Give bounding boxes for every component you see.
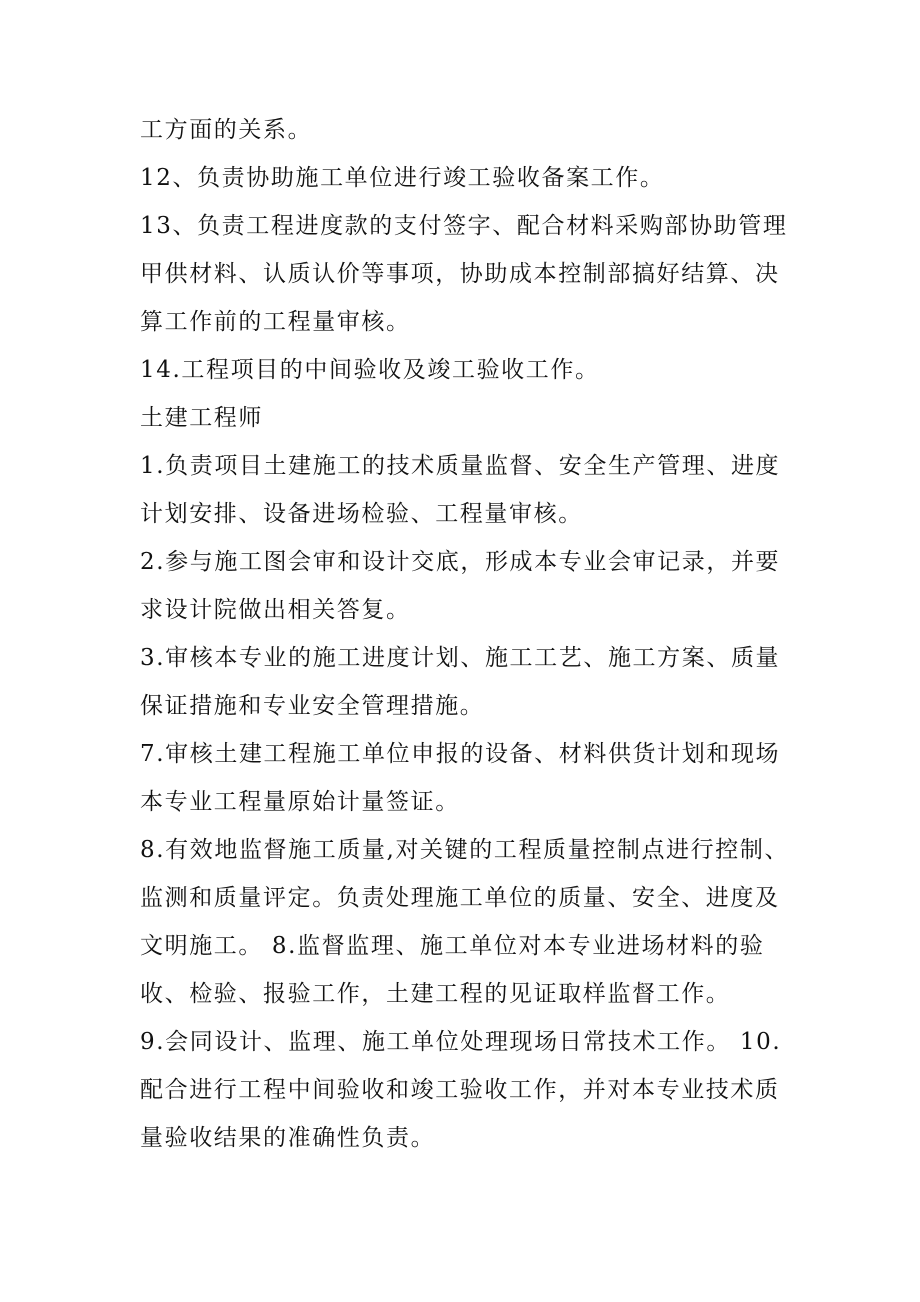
text-line: 保证措施和专业安全管理措施。 xyxy=(140,693,485,719)
text-line: 配合进行工程中间验收和竣工验收工作，并对本专业技术质 xyxy=(140,1077,780,1103)
text-line: 9.会同设计、监理、施工单位处理现场日常技术工作。 10. xyxy=(140,1029,782,1055)
text-line: 2.参与施工图会审和设计交底，形成本专业会审记录，并要 xyxy=(140,549,781,575)
text-line: 3.审核本专业的施工进度计划、施工工艺、施工方案、质量 xyxy=(140,645,781,671)
text-line: 本专业工程量原始计量签证。 xyxy=(140,789,460,815)
text-line: 量验收结果的准确性负责。 xyxy=(140,1125,436,1151)
section-heading: 土建工程师 xyxy=(140,405,263,431)
text-line: 甲供材料、认质认价等事项，协助成本控制部搞好结算、决 xyxy=(140,261,780,287)
text-line: 算工作前的工程量审核。 xyxy=(140,309,411,335)
document-body xyxy=(140,106,790,1162)
text-line: 7.审核土建工程施工单位申报的设备、材料供货计划和现场 xyxy=(140,741,781,767)
text-line: 1.负责项目土建施工的技术质量监督、安全生产管理、进度 xyxy=(140,453,781,479)
text-line: 收、检验、报验工作，土建工程的见证取样监督工作。 xyxy=(140,981,731,1007)
text-line: 12、负责协助施工单位进行竣工验收备案工作。 xyxy=(140,165,665,191)
text-line: 8.有效地监督施工质量,对关键的工程质量控制点进行控制、 xyxy=(140,837,790,863)
text-line: 监测和质量评定。负责处理施工单位的质量、安全、进度及 xyxy=(140,885,780,911)
text-line: 求设计院做出相关答复。 xyxy=(140,597,411,623)
text-line: 13、负责工程进度款的支付签字、配合材料采购部协助管理 xyxy=(140,213,788,239)
text-line: 计划安排、设备进场检验、工程量审核。 xyxy=(140,501,583,527)
text-line: 文明施工。 8.监督监理、施工单位对本专业进场材料的验 xyxy=(140,933,765,959)
text-line: 14.工程项目的中间验收及竣工验收工作。 xyxy=(140,357,600,383)
text-line: 工方面的关系。 xyxy=(140,117,313,143)
